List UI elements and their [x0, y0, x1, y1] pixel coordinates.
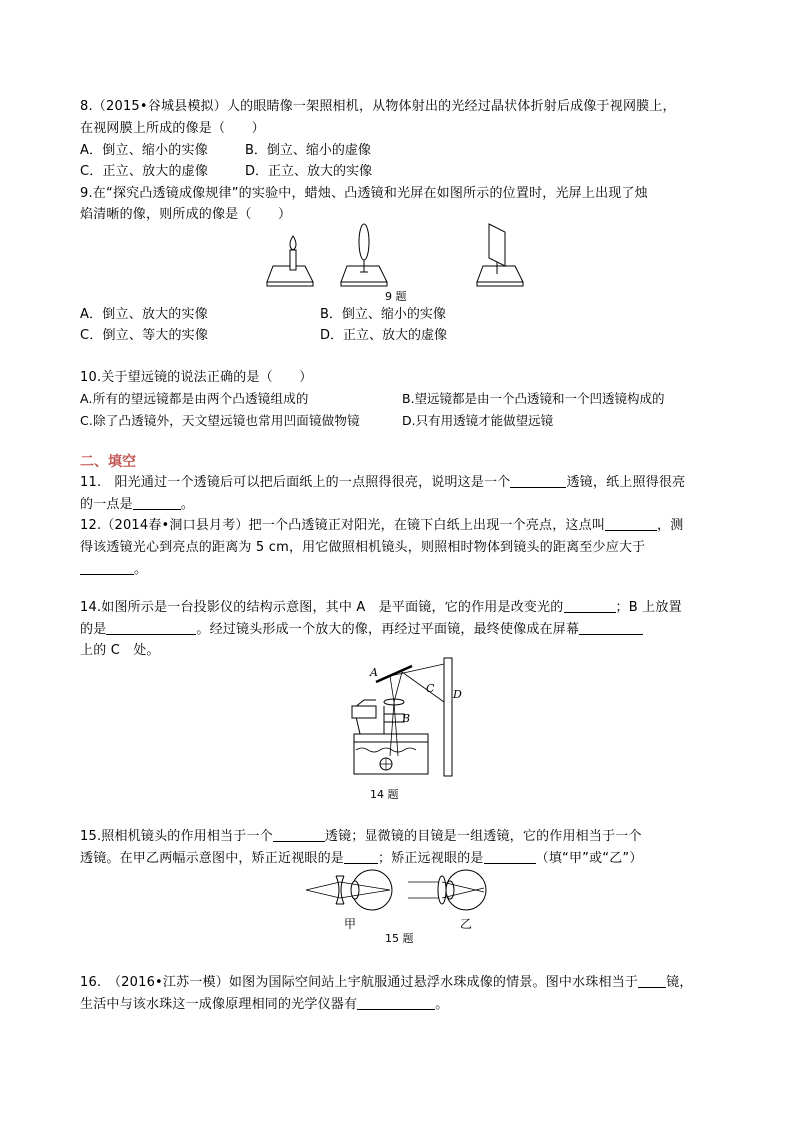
label-yi: 乙 — [460, 917, 473, 930]
q12-line2: 得该透镜光心到亮点的距离为 5 cm，用它做照相机镜头，则照相时物体到镜头的距离至少应大于 — [80, 540, 646, 555]
q14-text-2: ；B 上放置 — [615, 600, 682, 615]
q14-blank-3[interactable] — [579, 620, 643, 635]
eye-diagram-yi — [408, 870, 486, 930]
q9-stem-line2: 焰清晰的像，则所成的像是（ ） — [80, 207, 292, 222]
q10-stem: 10.关于望远镜的说法正确的是（ ） — [80, 370, 313, 385]
plane-mirror — [376, 666, 412, 682]
q10-option-b: B.望远镜都是由一个凸透镜和一个凹透镜构成的 — [402, 391, 665, 406]
q11-text-1: 11. 阳光通过一个透镜后可以把后面纸上的一点照得很亮，说明这是一个 — [80, 475, 511, 490]
q14-projector-diagram — [340, 656, 476, 784]
q15-text-1: 15.照相机镜头的作用相当于一个 — [80, 829, 273, 844]
q12-blank-1[interactable] — [605, 516, 657, 531]
q9-stem-line1: 9.在“探究凸透镜成像规律”的实验中，蜡烛、凸透镜和光屏在如图所示的位置时，光屏上出现了烛 — [80, 186, 648, 201]
q10-option-c: C.除了凸透镜外，天文望远镜也常用凹面镜做物镜 — [80, 413, 360, 428]
q16-text-4: 。 — [435, 997, 449, 1012]
q14-text-4: 。经过镜头形成一个放大的像，再经过平面镜，最终使像成在屏幕 — [196, 622, 580, 637]
light-screen-icon — [477, 224, 523, 286]
q16-line2 — [80, 994, 448, 1016]
q12-text-2: ，测 — [657, 518, 684, 533]
candle-icon — [267, 236, 313, 286]
q14-blank-1[interactable] — [564, 598, 616, 613]
q16-text-2: 镜， — [666, 975, 693, 990]
convex-lens-icon — [438, 876, 446, 904]
label-a: A — [370, 666, 378, 679]
q12-blank-2[interactable] — [80, 560, 134, 575]
q14-figure-caption: 14 题 — [370, 788, 399, 801]
label-b: B — [402, 712, 411, 725]
q9-option-c: C．倒立、等大的实像 — [80, 328, 209, 343]
q8-option-b: B．倒立、缩小的虚像 — [245, 143, 371, 158]
q12-text-1: 12.（2014春•洞口县月考）把一个凸透镜正对阳光，在镜下白纸上出现一个亮点，这点叫 — [80, 518, 606, 533]
q14-text-1: 14.如图所示是一台投影仪的结构示意图，其中 A 是平面镜，它的作用是改变光的 — [80, 600, 564, 615]
q15-text-2: 透镜；显微镜的目镜是一组透镜，它的作用相当于一个 — [324, 829, 642, 844]
q9-figure-candle-lens-screen — [265, 222, 545, 290]
concave-lens-icon — [336, 876, 344, 904]
q16-text-1: 16. （2016•江苏一模）如图为国际空间站上宇航服通过悬浮水珠成像的情景。图中水珠相当于 — [80, 975, 639, 990]
q15-blank-2[interactable] — [344, 849, 378, 864]
q8-stem-line2: 在视网膜上所成的像是（ ） — [80, 121, 265, 136]
q15-text-5: （填“甲”或“乙”） — [535, 851, 643, 866]
q15-text-3: 透镜。在甲乙两幅示意图中，矫正近视眼的是 — [80, 851, 345, 866]
q10-option-a: A.所有的望远镜都是由两个凸透镜组成的 — [80, 391, 309, 406]
label-jia: 甲 — [344, 917, 357, 930]
eye-diagram-jia — [306, 870, 392, 930]
q9-option-a: A．倒立、放大的实像 — [80, 307, 208, 322]
section-fill-in-heading: 二、填空 — [80, 454, 136, 470]
q11-line1 — [80, 472, 685, 494]
q9-figure-caption: 9 题 — [385, 290, 407, 303]
q16-line1 — [80, 972, 693, 994]
q11-text-2: 透镜，纸上照得很亮 — [566, 475, 686, 490]
q9-option-d: D．正立、放大的虚像 — [320, 328, 448, 343]
q11-text-3: 的一点是 — [80, 497, 133, 512]
q11-line2 — [80, 494, 194, 516]
projection-screen — [444, 658, 452, 776]
q11-text-4: 。 — [180, 497, 195, 512]
q10-option-d: D.只有用透镜才能做望远镜 — [402, 413, 554, 428]
q12-line3 — [80, 559, 147, 581]
q11-blank-2[interactable] — [133, 495, 181, 510]
q11-blank-1[interactable] — [510, 473, 566, 488]
q12-line1 — [80, 515, 683, 537]
q8-option-c: C．正立、放大的虚像 — [80, 164, 209, 179]
q8-option-a: A．倒立、缩小的实像 — [80, 143, 208, 158]
q15-figure-caption: 15 题 — [385, 932, 414, 945]
q15-eye-diagrams — [300, 868, 500, 930]
q9-option-b: B．倒立、缩小的实像 — [320, 307, 446, 322]
q14-line1 — [80, 597, 682, 619]
label-c: C — [426, 682, 435, 695]
q15-line1 — [80, 826, 642, 848]
label-d: D — [453, 688, 462, 701]
q14-blank-2[interactable] — [106, 620, 196, 635]
q8-option-d: D．正立、放大的实像 — [245, 164, 373, 179]
q16-blank-1[interactable] — [638, 973, 666, 988]
q14-text-3: 的是 — [80, 622, 107, 637]
q15-blank-3[interactable] — [484, 849, 536, 864]
q12-text-4: 。 — [134, 562, 148, 577]
q14-line3: 上的 C 处。 — [80, 643, 160, 658]
q15-text-4: ；矫正远视眼的是 — [378, 851, 484, 866]
q14-line2 — [80, 619, 643, 641]
q15-blank-1[interactable] — [273, 827, 325, 842]
q16-blank-2[interactable] — [357, 995, 435, 1010]
convex-lens-icon — [341, 224, 387, 286]
q8-stem-line1: 8.（2015•谷城县模拟）人的眼睛像一架照相机，从物体射出的光经过晶状体折射后成像于视网膜上， — [80, 99, 676, 114]
q16-text-3: 生活中与该水珠这一成像原理相同的光学仪器有 — [80, 997, 358, 1012]
q15-line2 — [80, 848, 643, 870]
